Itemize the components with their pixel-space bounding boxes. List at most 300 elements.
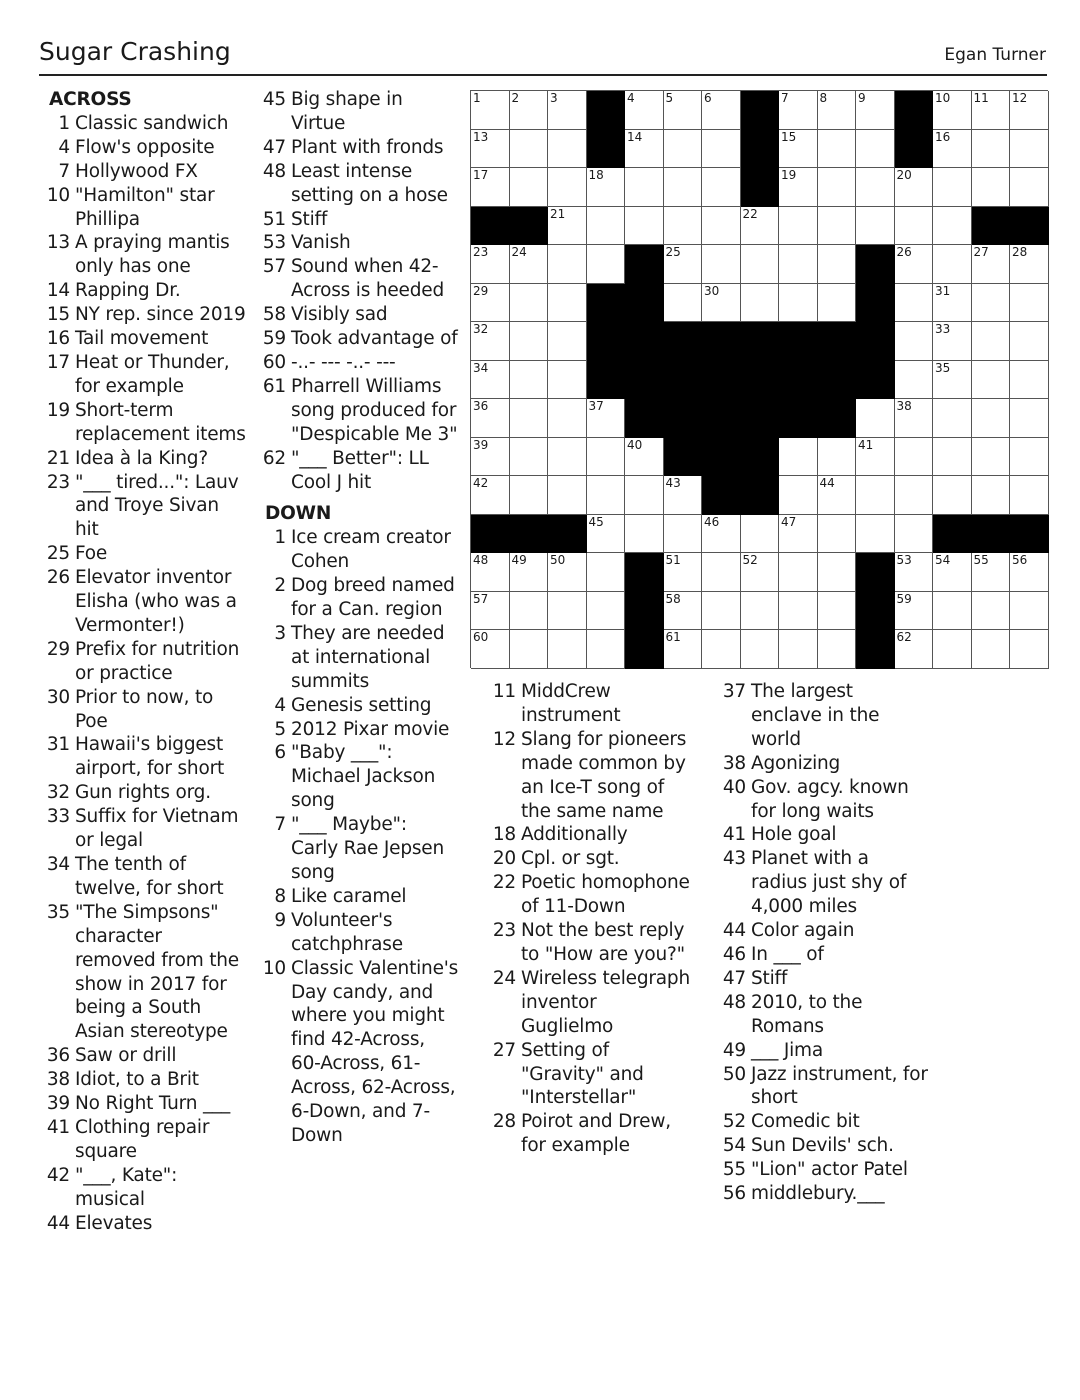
grid-cell[interactable] <box>664 245 703 284</box>
grid-cell[interactable] <box>1010 322 1049 361</box>
grid-cell[interactable] <box>471 130 510 169</box>
grid-cell[interactable] <box>702 168 741 207</box>
grid-cell[interactable] <box>972 438 1011 477</box>
across-heading: ACROSS <box>49 89 132 110</box>
grid-cell[interactable] <box>702 130 741 169</box>
cell-number: 50 <box>550 553 566 567</box>
grid-cell[interactable] <box>741 553 780 592</box>
grid-cell[interactable] <box>625 91 664 130</box>
grid-cell[interactable] <box>702 553 741 592</box>
clue-number: 20 <box>492 848 516 870</box>
grid-cell[interactable] <box>895 284 934 323</box>
grid-cell[interactable] <box>1010 91 1049 130</box>
clue-number: 4 <box>274 694 286 716</box>
grid-cell[interactable] <box>1010 399 1049 438</box>
cell-number: 46 <box>704 514 720 529</box>
grid-cell[interactable] <box>625 130 664 169</box>
grid-block <box>856 245 895 284</box>
grid-block <box>779 322 818 361</box>
cell-number: 48 <box>473 553 489 567</box>
grid-block <box>702 361 741 400</box>
grid-cell[interactable] <box>818 553 857 592</box>
grid-cell[interactable] <box>548 322 587 361</box>
cell-number: 40 <box>627 437 643 452</box>
grid-cell[interactable] <box>1010 553 1049 592</box>
grid-cell[interactable] <box>856 515 895 554</box>
clue-item <box>43 1116 248 1164</box>
cell-number: 3 <box>550 91 558 105</box>
clue-item <box>43 1068 248 1092</box>
grid-cell[interactable] <box>779 168 818 207</box>
clue-number: 5 <box>274 718 286 740</box>
grid-cell[interactable] <box>972 91 1011 130</box>
grid-cell[interactable] <box>972 130 1011 169</box>
grid-cell[interactable] <box>933 361 972 400</box>
grid-cell[interactable] <box>548 399 587 438</box>
grid-cell[interactable] <box>972 476 1011 515</box>
clue-text: Suffix for Vietnam or legal <box>75 806 239 852</box>
grid-cell[interactable] <box>933 592 972 631</box>
grid-cell[interactable] <box>779 130 818 169</box>
cell-number: 49 <box>511 553 527 567</box>
grid-cell[interactable] <box>1010 130 1049 169</box>
grid-cell[interactable] <box>818 284 857 323</box>
grid-cell[interactable] <box>933 476 972 515</box>
grid-cell[interactable] <box>548 592 587 631</box>
clue-text: Idea à la King? <box>75 447 208 469</box>
clue-number: 16 <box>46 328 70 350</box>
grid-cell[interactable] <box>510 130 549 169</box>
grid-cell[interactable] <box>471 399 510 438</box>
grid-cell[interactable] <box>895 438 934 477</box>
grid-cell[interactable] <box>779 553 818 592</box>
cell-number: 55 <box>973 553 989 567</box>
grid-cell[interactable] <box>548 476 587 515</box>
cell-number: 26 <box>896 245 912 259</box>
grid-block <box>818 322 857 361</box>
cell-number: 12 <box>1012 91 1028 105</box>
grid-cell[interactable] <box>702 515 741 554</box>
clue-item <box>259 447 459 495</box>
cell-number: 20 <box>896 168 912 182</box>
grid-cell[interactable] <box>510 438 549 477</box>
grid-cell[interactable] <box>779 245 818 284</box>
grid-cell[interactable] <box>587 399 626 438</box>
clue-text: Gun rights org. <box>75 782 211 804</box>
grid-cell[interactable] <box>587 630 626 669</box>
clue-item <box>259 231 459 255</box>
grid-cell[interactable] <box>933 245 972 284</box>
cell-number: 30 <box>704 283 720 298</box>
grid-block <box>664 361 703 400</box>
grid-cell[interactable] <box>818 630 857 669</box>
grid-block <box>510 207 549 246</box>
grid-cell[interactable] <box>933 553 972 592</box>
grid-cell[interactable] <box>471 322 510 361</box>
grid-cell[interactable] <box>818 130 857 169</box>
clue-number: 59 <box>262 328 286 350</box>
grid-cell[interactable] <box>856 91 895 130</box>
clue-text: "___ Better": LL Cool J hit <box>291 447 429 493</box>
clue-text: "___ tired...": Lauv and Troye Sivan hit <box>75 471 239 541</box>
cell-number: 34 <box>473 360 489 375</box>
grid-block <box>856 284 895 323</box>
grid-cell[interactable] <box>895 592 934 631</box>
clue-item <box>43 160 248 184</box>
clue-number: 47 <box>262 136 286 158</box>
clue-text: Poirot and Drew, for example <box>521 1111 671 1157</box>
grid-cell[interactable] <box>1010 438 1049 477</box>
clue-text: The tenth of twelve, for short <box>75 854 224 899</box>
grid-block <box>702 476 741 515</box>
grid-cell[interactable] <box>972 630 1011 669</box>
grid-cell[interactable] <box>779 592 818 631</box>
grid-cell[interactable] <box>702 284 741 323</box>
grid-cell[interactable] <box>1010 245 1049 284</box>
grid-cell[interactable] <box>1010 284 1049 323</box>
grid-cell[interactable] <box>895 399 934 438</box>
grid-block <box>895 130 934 169</box>
grid-cell[interactable] <box>510 322 549 361</box>
grid-cell[interactable] <box>818 91 857 130</box>
grid-cell[interactable] <box>972 168 1011 207</box>
grid-cell[interactable] <box>548 168 587 207</box>
grid-cell[interactable] <box>933 168 972 207</box>
grid-cell[interactable] <box>625 515 664 554</box>
grid-cell[interactable] <box>818 592 857 631</box>
grid-cell[interactable] <box>510 476 549 515</box>
grid-cell[interactable] <box>779 284 818 323</box>
grid-cell[interactable] <box>856 399 895 438</box>
grid-cell[interactable] <box>933 630 972 669</box>
clue-text: Sound when 42-Across is heeded <box>291 256 444 302</box>
clue-text: Like caramel <box>291 885 407 907</box>
grid-cell[interactable] <box>587 553 626 592</box>
grid-cell[interactable] <box>548 207 587 246</box>
cell-number: 22 <box>742 206 758 221</box>
grid-cell[interactable] <box>818 438 857 477</box>
grid-block <box>587 284 626 323</box>
grid-cell[interactable] <box>510 91 549 130</box>
clue-number: 6 <box>274 742 286 764</box>
clue-number: 29 <box>46 638 70 660</box>
grid-cell[interactable] <box>779 91 818 130</box>
grid-cell[interactable] <box>510 553 549 592</box>
grid-cell[interactable] <box>471 361 510 400</box>
clue-item <box>259 885 459 909</box>
grid-cell[interactable] <box>895 361 934 400</box>
grid-cell[interactable] <box>895 207 934 246</box>
grid-cell[interactable] <box>625 438 664 477</box>
cell-number: 25 <box>665 245 681 259</box>
clue-text: Cpl. or sgt. <box>521 848 620 870</box>
cell-number: 15 <box>781 129 797 144</box>
grid-cell[interactable] <box>548 130 587 169</box>
grid-cell[interactable] <box>471 245 510 284</box>
grid-cell[interactable] <box>741 630 780 669</box>
grid-cell[interactable] <box>779 515 818 554</box>
grid-cell[interactable] <box>664 515 703 554</box>
grid-cell[interactable] <box>510 630 549 669</box>
grid-cell[interactable] <box>818 476 857 515</box>
clue-text: Setting of "Gravity" and "Interstellar" <box>521 1039 644 1109</box>
grid-cell[interactable] <box>856 476 895 515</box>
clue-item <box>259 160 459 208</box>
grid-cell[interactable] <box>741 245 780 284</box>
grid-block <box>818 399 857 438</box>
grid-cell[interactable] <box>548 245 587 284</box>
clue-text: In ___ of <box>751 943 824 965</box>
grid-cell[interactable] <box>1010 361 1049 400</box>
grid-cell[interactable] <box>471 168 510 207</box>
grid-cell[interactable] <box>1010 630 1049 669</box>
grid-cell[interactable] <box>587 168 626 207</box>
grid-block <box>625 322 664 361</box>
grid-block <box>1010 515 1049 554</box>
grid-cell[interactable] <box>587 592 626 631</box>
cell-number: 6 <box>704 91 712 105</box>
grid-cell[interactable] <box>587 476 626 515</box>
clue-text: Hollywood FX <box>75 160 198 182</box>
grid-cell[interactable] <box>510 245 549 284</box>
clue-text: Classic Valentine's Day candy, and where you might find 42-Across, 60-Across, 61-Across, 62-Across, 6-Down, and 7-Down <box>291 957 459 1146</box>
grid-cell[interactable] <box>587 207 626 246</box>
grid-cell[interactable] <box>702 207 741 246</box>
clue-item <box>719 943 929 967</box>
clue-text: Additionally <box>521 824 628 846</box>
clue-number: 58 <box>262 304 286 326</box>
grid-cell[interactable] <box>933 91 972 130</box>
grid-cell[interactable] <box>933 130 972 169</box>
clue-number: 25 <box>46 543 70 565</box>
clue-text: Poetic homophone of 11-Down <box>521 872 690 918</box>
grid-cell[interactable] <box>856 130 895 169</box>
grid-cell[interactable] <box>779 438 818 477</box>
clue-text: "___ Maybe": Carly Rae Jepsen song <box>291 814 445 883</box>
clue-item <box>43 471 248 543</box>
grid-cell[interactable] <box>664 553 703 592</box>
grid-cell[interactable] <box>895 630 934 669</box>
clue-item <box>259 255 459 303</box>
clue-item <box>259 957 459 1148</box>
clue-text: Comedic bit <box>751 1111 860 1133</box>
grid-cell[interactable] <box>1010 168 1049 207</box>
grid-cell[interactable] <box>972 399 1011 438</box>
grid-cell[interactable] <box>510 592 549 631</box>
grid-cell[interactable] <box>664 207 703 246</box>
grid-cell[interactable] <box>741 592 780 631</box>
cell-number: 42 <box>473 476 489 490</box>
clue-item <box>489 919 694 967</box>
clue-item <box>259 741 459 813</box>
clue-item <box>259 351 459 375</box>
grid-cell[interactable] <box>664 91 703 130</box>
grid-cell[interactable] <box>471 592 510 631</box>
grid-cell[interactable] <box>933 399 972 438</box>
clue-text: Flow's opposite <box>75 136 215 158</box>
clue-item <box>489 823 694 847</box>
clue-text: Planet with a radius just shy of 4,000 miles <box>751 848 907 918</box>
grid-cell[interactable] <box>856 438 895 477</box>
grid-cell[interactable] <box>895 245 934 284</box>
grid-cell[interactable] <box>471 630 510 669</box>
grid-cell[interactable] <box>471 438 510 477</box>
cell-number: 7 <box>781 91 789 105</box>
grid-cell[interactable] <box>702 592 741 631</box>
grid-cell[interactable] <box>779 476 818 515</box>
grid-cell[interactable] <box>664 284 703 323</box>
clue-number: 41 <box>46 1116 70 1138</box>
clue-item <box>43 447 248 471</box>
clue-item <box>43 136 248 160</box>
grid-cell[interactable] <box>895 515 934 554</box>
grid-cell[interactable] <box>933 438 972 477</box>
grid-cell[interactable] <box>895 322 934 361</box>
grid-cell[interactable] <box>471 553 510 592</box>
grid-cell[interactable] <box>856 207 895 246</box>
clue-text: Least intense setting on a hose <box>291 160 448 206</box>
clue-text: Color again <box>751 920 855 942</box>
grid-block <box>856 630 895 669</box>
grid-block <box>702 399 741 438</box>
clue-number: 27 <box>492 1039 516 1061</box>
grid-cell[interactable] <box>741 207 780 246</box>
crossword-grid <box>470 90 1048 668</box>
clue-item <box>259 694 459 718</box>
clue-text: -..- --- -..- --- <box>291 351 396 373</box>
grid-cell[interactable] <box>548 284 587 323</box>
clue-item <box>719 919 929 943</box>
grid-cell[interactable] <box>664 592 703 631</box>
grid-cell[interactable] <box>741 515 780 554</box>
grid-cell[interactable] <box>818 515 857 554</box>
clue-number: 51 <box>262 208 286 230</box>
grid-cell[interactable] <box>702 245 741 284</box>
grid-block <box>587 361 626 400</box>
grid-cell[interactable] <box>1010 592 1049 631</box>
grid-cell[interactable] <box>818 245 857 284</box>
grid-cell[interactable] <box>856 168 895 207</box>
cell-number: 60 <box>473 630 489 644</box>
grid-cell[interactable] <box>972 245 1011 284</box>
cell-number: 32 <box>473 322 489 336</box>
grid-cell[interactable] <box>933 207 972 246</box>
grid-cell[interactable] <box>895 553 934 592</box>
clue-item <box>719 1158 929 1182</box>
cell-number: 33 <box>935 322 951 336</box>
cell-number: 35 <box>935 360 951 375</box>
cell-number: 39 <box>473 437 489 452</box>
grid-cell[interactable] <box>548 361 587 400</box>
clue-number: 15 <box>46 304 70 326</box>
clue-item <box>719 1110 929 1134</box>
clue-text: Stiff <box>751 967 788 989</box>
cell-number: 51 <box>665 553 681 567</box>
clue-number: 47 <box>722 967 746 989</box>
clue-item <box>43 184 248 232</box>
grid-cell[interactable] <box>779 207 818 246</box>
grid-cell[interactable] <box>972 322 1011 361</box>
clue-text: Prefix for nutrition or practice <box>75 638 240 684</box>
grid-cell[interactable] <box>510 361 549 400</box>
clue-number: 45 <box>262 89 286 110</box>
grid-cell[interactable] <box>587 245 626 284</box>
clue-item <box>719 752 929 776</box>
grid-block <box>741 322 780 361</box>
clue-item <box>43 351 248 399</box>
clue-number: 46 <box>722 943 746 965</box>
cell-number: 5 <box>665 91 674 105</box>
grid-cell[interactable] <box>895 476 934 515</box>
grid-cell[interactable] <box>625 207 664 246</box>
grid-cell[interactable] <box>741 284 780 323</box>
grid-cell[interactable] <box>818 168 857 207</box>
grid-cell[interactable] <box>933 284 972 323</box>
grid-cell[interactable] <box>664 130 703 169</box>
grid-cell[interactable] <box>587 515 626 554</box>
grid-cell[interactable] <box>702 91 741 130</box>
clue-text: Slang for pioneers made common by an Ice-T song of the same name <box>521 728 687 822</box>
grid-cell[interactable] <box>548 630 587 669</box>
grid-cell[interactable] <box>510 168 549 207</box>
clue-item <box>43 279 248 303</box>
grid-cell[interactable] <box>587 438 626 477</box>
grid-cell[interactable] <box>664 476 703 515</box>
grid-block <box>664 399 703 438</box>
grid-cell[interactable] <box>548 553 587 592</box>
clue-text: NY rep. since 2019 <box>75 304 246 326</box>
cell-number: 1 <box>473 91 481 105</box>
grid-cell[interactable] <box>972 361 1011 400</box>
grid-cell[interactable] <box>664 630 703 669</box>
grid-cell[interactable] <box>548 438 587 477</box>
clue-item <box>719 823 929 847</box>
clue-number: 23 <box>492 920 516 942</box>
grid-cell[interactable] <box>625 476 664 515</box>
grid-block <box>741 168 780 207</box>
grid-cell[interactable] <box>664 168 703 207</box>
clue-number: 30 <box>46 686 70 708</box>
grid-cell[interactable] <box>972 553 1011 592</box>
grid-cell[interactable] <box>510 284 549 323</box>
grid-cell[interactable] <box>933 322 972 361</box>
clue-item <box>259 718 459 742</box>
grid-cell[interactable] <box>702 630 741 669</box>
clue-number: 2 <box>274 575 286 597</box>
grid-cell[interactable] <box>779 630 818 669</box>
grid-cell[interactable] <box>548 91 587 130</box>
clue-item <box>43 399 248 447</box>
grid-cell[interactable] <box>972 592 1011 631</box>
grid-cell[interactable] <box>471 476 510 515</box>
grid-cell[interactable] <box>818 207 857 246</box>
grid-cell[interactable] <box>1010 476 1049 515</box>
grid-cell[interactable] <box>471 91 510 130</box>
grid-cell[interactable] <box>471 284 510 323</box>
grid-cell[interactable] <box>972 284 1011 323</box>
clue-column-4 <box>719 680 929 1206</box>
clue-item <box>259 909 459 957</box>
clue-item <box>489 967 694 1039</box>
clue-item <box>43 303 248 327</box>
grid-cell[interactable] <box>895 168 934 207</box>
clue-number: 60 <box>262 351 286 373</box>
grid-cell[interactable] <box>510 399 549 438</box>
clue-number: 39 <box>46 1093 70 1115</box>
clue-item <box>719 1182 929 1206</box>
grid-cell[interactable] <box>625 168 664 207</box>
cell-number: 43 <box>665 476 681 490</box>
